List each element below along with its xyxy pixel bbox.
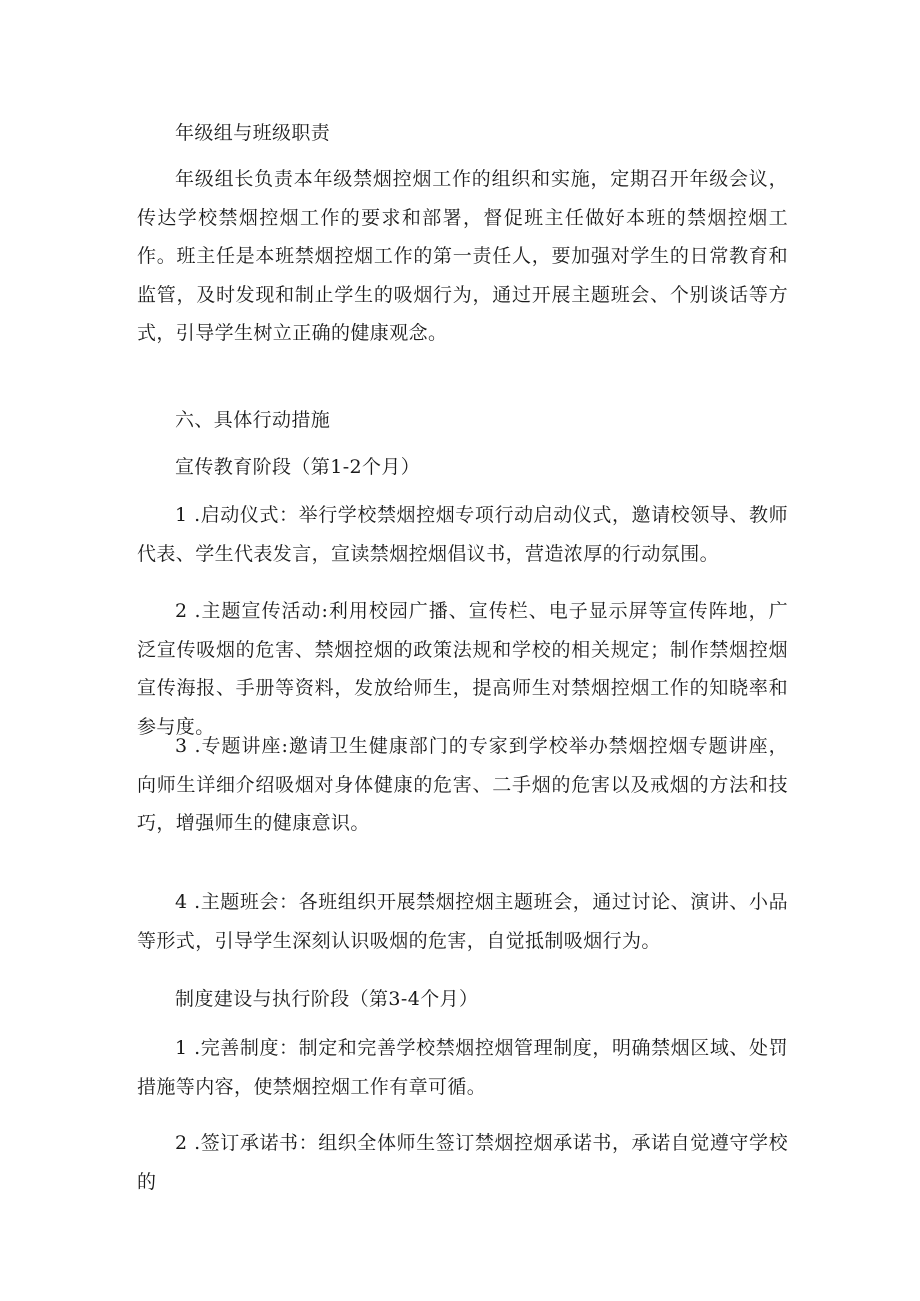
list-item-improve-system: 1 .完善制度：制定和完善学校禁烟控烟管理制度，明确禁烟区域、处罚措施等内容，使禁烟控烟工作有章可循。 [137, 1037, 788, 1098]
subheading-publicity-stage: 宣传教育阶段（第1-2个月） [175, 456, 421, 478]
subheading-system-building-stage: 制度建设与执行阶段（第3-4个月） [175, 988, 479, 1010]
paragraph-grade-class-duties: 年级组长负责本年级禁烟控烟工作的组织和实施，定期召开年级会议，传达学校禁烟控烟工作的要求和部署，督促班主任做好本班的禁烟控烟工作。班主任是本班禁烟控烟工作的第一责任人，要加强对学生的日常教育和监管，及时发现和制止学生的吸烟行为，通过开展主题班会、个别谈话等方式，引导学生树立正确的健康观念。 [137, 168, 788, 344]
list-item-special-lecture: 3 .专题讲座:邀请卫生健康部门的专家到学校举办禁烟控烟专题讲座，向师生详细介绍吸烟对身体健康的危害、二手烟的危害以及戒烟的方法和技巧，增强师生的健康意识。 [137, 735, 788, 834]
list-item-sign-commitment: 2 .签订承诺书：组织全体师生签订禁烟控烟承诺书，承诺自觉遵守学校的 [137, 1132, 788, 1193]
list-item-theme-class-meeting: 4 .主题班会：各班组织开展禁烟控烟主题班会，通过讨论、演讲、小品等形式，引导学生深刻认识吸烟的危害，自觉抵制吸烟行为。 [137, 891, 788, 952]
list-item-theme-publicity: 2 .主题宣传活动:利用校园广播、宣传栏、电子显示屏等宣传阵地，广泛宣传吸烟的危害、禁烟控烟的政策法规和学校的相关规定；制作禁烟控烟宣传海报、手册等资料，发放给师生，提高师生对禁烟控烟工作的知晓率和参与度。 [137, 600, 788, 738]
section-heading-grade-class-duties: 年级组与班级职责 [175, 122, 331, 144]
section-heading-action-measures: 六、具体行动措施 [175, 409, 331, 431]
list-item-launch-ceremony: 1 .启动仪式：举行学校禁烟控烟专项行动启动仪式，邀请校领导、教师代表、学生代表发言，宣读禁烟控烟倡议书，营造浓厚的行动氛围。 [137, 504, 788, 565]
